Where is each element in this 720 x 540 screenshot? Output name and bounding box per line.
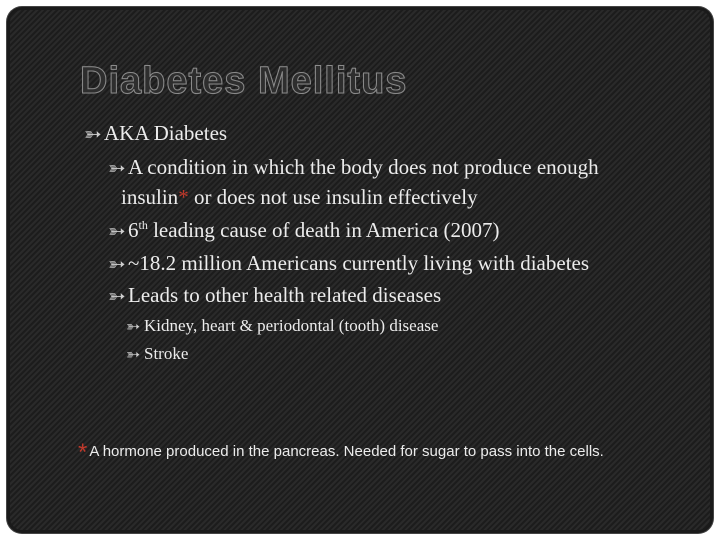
arrow-bullet-icon: ➳ [126, 317, 141, 336]
footnote-marker: * [178, 185, 189, 209]
bullet-stroke: Stroke [144, 344, 189, 363]
bullet-aka: AKA Diabetes [104, 121, 228, 145]
bullet-condition: A condition in which the body does not produce enough [128, 155, 599, 179]
rank-text: leading cause of death in America (2007) [147, 218, 500, 242]
rank-number: 6 [128, 218, 139, 242]
bullet-kidney: Kidney, heart & periodontal (tooth) disease [144, 316, 439, 335]
footnote-text: A hormone produced in the pancreas. Needed for sugar to pass into the cells. [89, 443, 604, 460]
insulin-rest: or does not use insulin effectively [188, 185, 478, 209]
arrow-bullet-icon: ➳ [108, 284, 126, 308]
bullet-leading-cause [128, 218, 499, 243]
arrow-bullet-icon: ➳ [108, 219, 126, 243]
arrow-bullet-icon: ➳ [108, 156, 126, 180]
arrow-bullet-icon: ➳ [108, 252, 126, 276]
bullet-condition-line2 [121, 185, 478, 210]
slide-title: Diabetes Mellitus [80, 60, 408, 102]
bullet-leads-to: Leads to other health related diseases [128, 283, 442, 307]
footnote-star: * [78, 439, 88, 466]
insulin-word: insulin [121, 185, 179, 209]
bullet-americans: ~18.2 million Americans currently living with diabetes [128, 251, 590, 275]
rank-suffix: th [138, 218, 148, 232]
arrow-bullet-icon: ➳ [126, 345, 141, 364]
arrow-bullet-icon: ➳ [84, 122, 102, 146]
footnote [78, 440, 678, 465]
